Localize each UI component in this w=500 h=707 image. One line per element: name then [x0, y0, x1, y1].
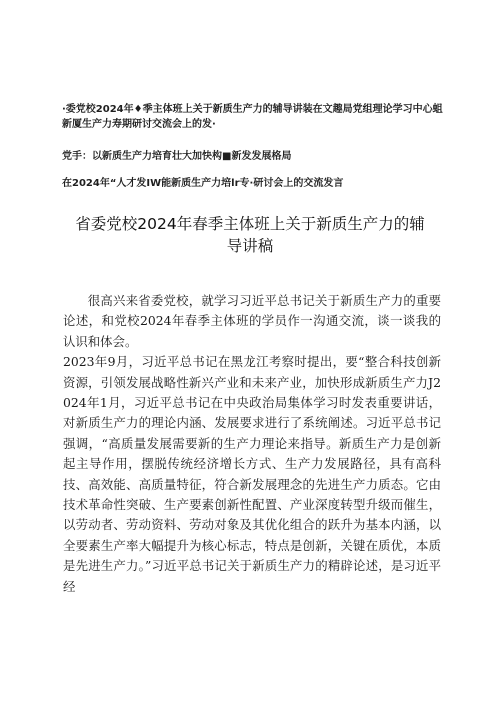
body-paragraph-1: 很高兴来省委党校，就学习习近平总书记关于新质生产力的重要论述，和党校2024年春季主体班的学员作一沟通交流，谈一谈我的认识和体会。	[63, 293, 441, 349]
toc-entry-1[interactable]: ·委党校2024年♦季主体班上关于新质生产力的辅导讲装在文趣局党组理论学习中心蛆新厦生产力寿期研讨交流会上的发·	[62, 104, 443, 130]
document-title: 省委党校2024年春季主体班上关于新质生产力的辅导讲稿	[75, 215, 425, 255]
toc-entry-3[interactable]: 在2024年“人才发IW能新质生产力培lr专·研讨会上的交流发言	[62, 178, 344, 189]
document-body	[63, 291, 441, 597]
toc-entry-2[interactable]: 党手：以新质生产力培育壮大加快构■新发发展格局	[62, 151, 292, 162]
body-paragraph-2: 2023年9月，习近平总书记在黑龙江考察时提出，要“整合科技创新资源，引领发展战略性新兴产业和未来产业，加快形成新质生产力J2024年1月，习近平总书记在中央政治局集体学习时发表重要讲话，对新质生产力的理论内涵、发展要求进行了系统阐述。习近平总书记强调，“高质量发展需要新的生产力理论来指导。新质生产力是创新起主导作用，摆脱传统经济增长方式、生产力发展路径，具有高科技、高效能、高质量特征，符合新发展理念的先进生产力质态。它由技术革命性突破、生产要素创新性配置、产业深度转型升级而催生，以劳动者、劳动资料、劳动对象及其优化组合的跃升为基本内涵，以全要素生产率大幅提升为核心标志，特点是创新，关键在质优，本质是先进生产力。”习近平总书记关于新质生产力的精辟论述，是习近平经	[63, 354, 441, 594]
